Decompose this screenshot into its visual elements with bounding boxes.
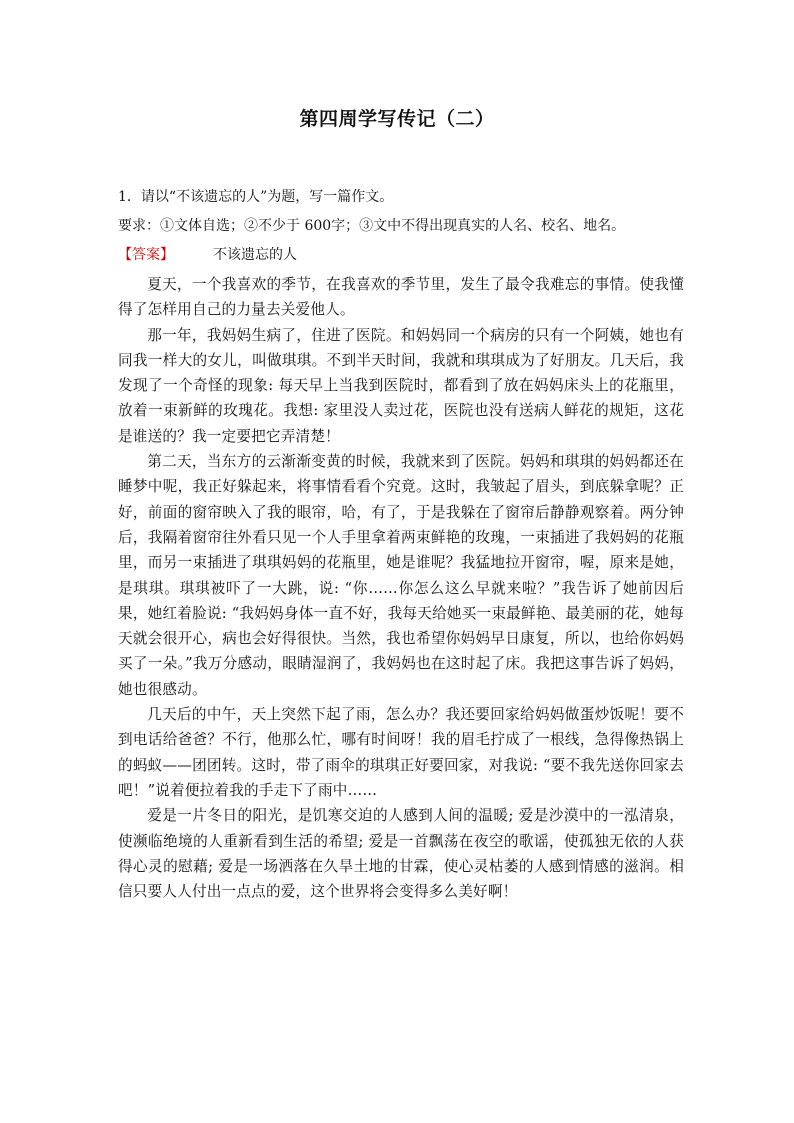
essay-paragraph: 几天后的中午，天上突然下起了雨，怎么办？我还要回家给妈妈做蛋炒饭呢！要不到电话给爸爸？不行，他那么忙，哪有时间呀！我的眉毛拧成了一根线，急得像热锅上的蚂蚁——团团转。这时，带了雨伞的琪琪正好要回家，对我说: “要不我先送你回家去吧！”说着便拉着我的手走下了雨中…… <box>118 706 684 799</box>
essay-paragraph: 爱是一片冬日的阳光，是饥寒交迫的人感到人间的温暖; 爱是沙漠中的一泓清泉，使濒临绝境的人重新看到生活的希望; 爱是一首飘荡在夜空的歌谣，使孤独无依的人获得心灵的慰藉; 爱是一场洒落在久旱土地的甘霖，使心灵枯萎的人感到情感的滋润。相信只要人人付出一点点的爱，这个世界将会变得多么美好啊！ <box>118 807 684 901</box>
essay-body <box>118 272 684 904</box>
essay-paragraph: 第二天，当东方的云渐渐变黄的时候，我就来到了医院。妈妈和琪琪的妈妈都还在睡梦中呢，我正好躲起来，将事情看看个究竟。这时，我皱起了眉头，到底躲拿呢？正好，前面的窗帘映入了我的眼帘，哈，有了，于是我躲在了窗帘后静静观察着。两分钟后，我隔着窗帘往外看只见一个人手里拿着两束鲜艳的玫瑰，一束插进了我妈妈的花瓶里，而另一束插进了琪琪妈妈的花瓶里，她是谁呢？我猛地拉开窗帘，喔，原来是她，是琪琪。琪琪被吓了一大跳，说: “你……你怎么这么早就来啦？”我告诉了她前因后果，她红着脸说: “我妈妈身体一直不好，我每天给她买一束最鲜艳、最美丽的花，她每天就会很开心，病也会好得很快。当然，我也希望你妈妈早日康复，所以，也给你妈妈买了一朵。”我万分感动，眼睛湿润了，我妈妈也在这时起了床。我把这事告诉了妈妈，她也很感动。 <box>118 453 684 698</box>
document-body <box>118 186 684 904</box>
question-text: 1．请以“不该遗忘的人”为题，写一篇作文。 <box>118 189 394 205</box>
essay-paragraph: 夏天，一个我喜欢的季节，在我喜欢的季节里，发生了最令我难忘的事情。使我懂得了怎样用自己的力量去关爱他人。 <box>118 276 684 319</box>
answer-line <box>118 244 684 266</box>
page-title: 第四周学写传记（二） <box>299 108 495 130</box>
essay-title: 不该遗忘的人 <box>213 247 297 263</box>
essay-paragraph: 那一年，我妈妈生病了，住进了医院。和妈妈同一个病房的只有一个阿姨，她也有同我一样大的女儿，叫做琪琪。不到半天时间，我就和琪琪成为了好朋友。几天后，我发现了一个奇怪的现象: 每天早上当我到医院时，都看到了放在妈妈床头上的花瓶里，放着一束新鲜的玫瑰花。我想: 家里没人卖过花，医院也没有送病人鲜花的规矩，这花是谁送的？我一定要把它弄清楚！ <box>118 326 684 445</box>
requirements-text: 要求：①文体自选；②不少于 600字；③文中不得出现真实的人名、校名、地名。 <box>118 218 626 234</box>
answer-tag: 【答案】 <box>118 247 174 263</box>
